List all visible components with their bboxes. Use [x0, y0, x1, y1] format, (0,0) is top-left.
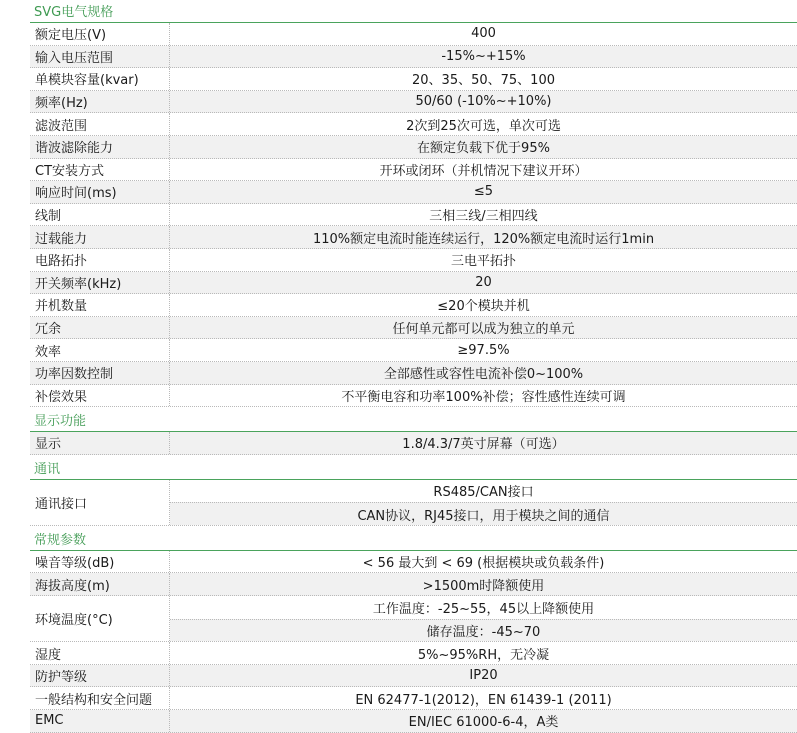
- spec-label: 一般结构和安全问题: [30, 687, 170, 709]
- spec-row: [30, 113, 797, 136]
- section-table-general-params: [30, 551, 797, 733]
- spec-label: 输入电压范围: [30, 46, 170, 68]
- spec-value: 在额定负载下优于95%: [417, 141, 550, 157]
- spec-value: 工作温度：-25~55，45以上降额使用: [372, 601, 595, 617]
- spec-value: 110%额定电流时能连续运行，120%额定电流时运行1min: [312, 231, 655, 247]
- spec-value: 三电平拓扑: [450, 254, 516, 270]
- spec-label: 电路拓扑: [30, 249, 170, 271]
- spec-value: 三相三线/三相四线: [429, 209, 538, 225]
- spec-label: 频率(Hz): [30, 91, 170, 113]
- spec-value: CAN协议，RJ45接口，用于模块之间的通信: [170, 502, 797, 525]
- section-title-svg-electrical: SVG电气规格: [30, 2, 797, 23]
- section-title-general-params: 常规参数: [30, 530, 797, 551]
- spec-label: 功率因数控制: [30, 362, 170, 384]
- spec-value: -15%~+15%: [441, 48, 526, 64]
- spec-row: [30, 136, 797, 159]
- spec-row: [30, 642, 797, 665]
- spec-label: 防护等级: [30, 665, 170, 687]
- spec-row: [30, 317, 797, 340]
- spec-label: 滤波范围: [30, 113, 170, 135]
- spec-value: EN/IEC 61000-6-4，A类: [408, 715, 559, 731]
- spec-row: [30, 385, 797, 408]
- spec-value: EN 62477-1(2012)，EN 61439-1 (2011): [355, 692, 612, 708]
- spec-row: [30, 204, 797, 227]
- spec-value: IP20: [469, 668, 498, 684]
- spec-value: 20: [475, 274, 492, 290]
- spec-row: [30, 551, 797, 574]
- spec-value: 全部感性或容性电流补偿0~100%: [383, 367, 584, 383]
- spec-row-multi: [30, 596, 797, 642]
- spec-label: CT安装方式: [30, 159, 170, 181]
- spec-row: [30, 226, 797, 249]
- spec-label: 环境温度(°C): [30, 596, 170, 641]
- spec-value: 50/60 (-10%~+10%): [415, 94, 552, 110]
- spec-label: EMC: [30, 710, 170, 732]
- spec-label: 效率: [30, 339, 170, 361]
- spec-row: [30, 181, 797, 204]
- spec-label: 补偿效果: [30, 385, 170, 407]
- section-title-communication: 通讯: [30, 459, 797, 480]
- spec-row: [30, 432, 797, 455]
- section-title-display: 显示功能: [30, 411, 797, 432]
- spec-value: 任何单元都可以成为独立的单元: [392, 322, 575, 338]
- spec-row: [30, 294, 797, 317]
- spec-row: [30, 687, 797, 710]
- spec-value: 不平衡电容和功率100%补偿；容性感性连续可调: [341, 389, 626, 405]
- spec-value: >1500m时降额使用: [422, 578, 545, 594]
- spec-row: [30, 23, 797, 46]
- spec-label: 响应时间(ms): [30, 181, 170, 203]
- spec-label: 冗余: [30, 317, 170, 339]
- spec-row-multi: [30, 480, 797, 526]
- spec-value: 2次到25次可选，单次可选: [406, 118, 561, 134]
- spec-label: 显示: [30, 432, 170, 454]
- spec-row: [30, 573, 797, 596]
- spec-row: [30, 46, 797, 69]
- spec-value: < 56 最大到 < 69 (根据模块或负载条件): [362, 556, 605, 572]
- spec-value: 20、35、50、75、100: [412, 73, 555, 89]
- spec-label: 开关频率(kHz): [30, 272, 170, 294]
- spec-row: [30, 665, 797, 688]
- spec-sheet: [30, 2, 797, 733]
- spec-row: [30, 68, 797, 91]
- section-table-svg-electrical: [30, 23, 797, 407]
- spec-row: [30, 710, 797, 733]
- spec-row: [30, 159, 797, 182]
- spec-row: [30, 249, 797, 272]
- spec-label: 噪音等级(dB): [30, 551, 170, 573]
- spec-label: 湿度: [30, 642, 170, 664]
- spec-row: [30, 362, 797, 385]
- spec-value: 储存温度：-45~70: [170, 619, 797, 642]
- spec-value: 开环或闭环（并机情况下建议开环）: [379, 163, 588, 179]
- spec-label: 单模块容量(kvar): [30, 68, 170, 90]
- spec-label: 通讯接口: [30, 480, 170, 525]
- spec-label: 过载能力: [30, 226, 170, 248]
- spec-value: 1.8/4.3/7英寸屏幕（可选）: [402, 437, 565, 453]
- section-table-communication: [30, 480, 797, 526]
- section-table-display: [30, 432, 797, 455]
- spec-label: 线制: [30, 204, 170, 226]
- spec-row: [30, 339, 797, 362]
- spec-label: 海拔高度(m): [30, 573, 170, 595]
- spec-value: RS485/CAN接口: [433, 485, 534, 501]
- spec-value: ≥97.5%: [457, 342, 510, 358]
- spec-label: 谐波滤除能力: [30, 136, 170, 158]
- spec-value: ≤20个模块并机: [437, 299, 530, 315]
- spec-value: ≤5: [473, 184, 494, 200]
- spec-row: [30, 272, 797, 295]
- spec-value: 400: [471, 26, 496, 42]
- spec-label: 额定电压(V): [30, 23, 170, 45]
- spec-value: 5%~95%RH，无冷凝: [417, 647, 550, 663]
- spec-label: 并机数量: [30, 294, 170, 316]
- spec-row: [30, 91, 797, 114]
